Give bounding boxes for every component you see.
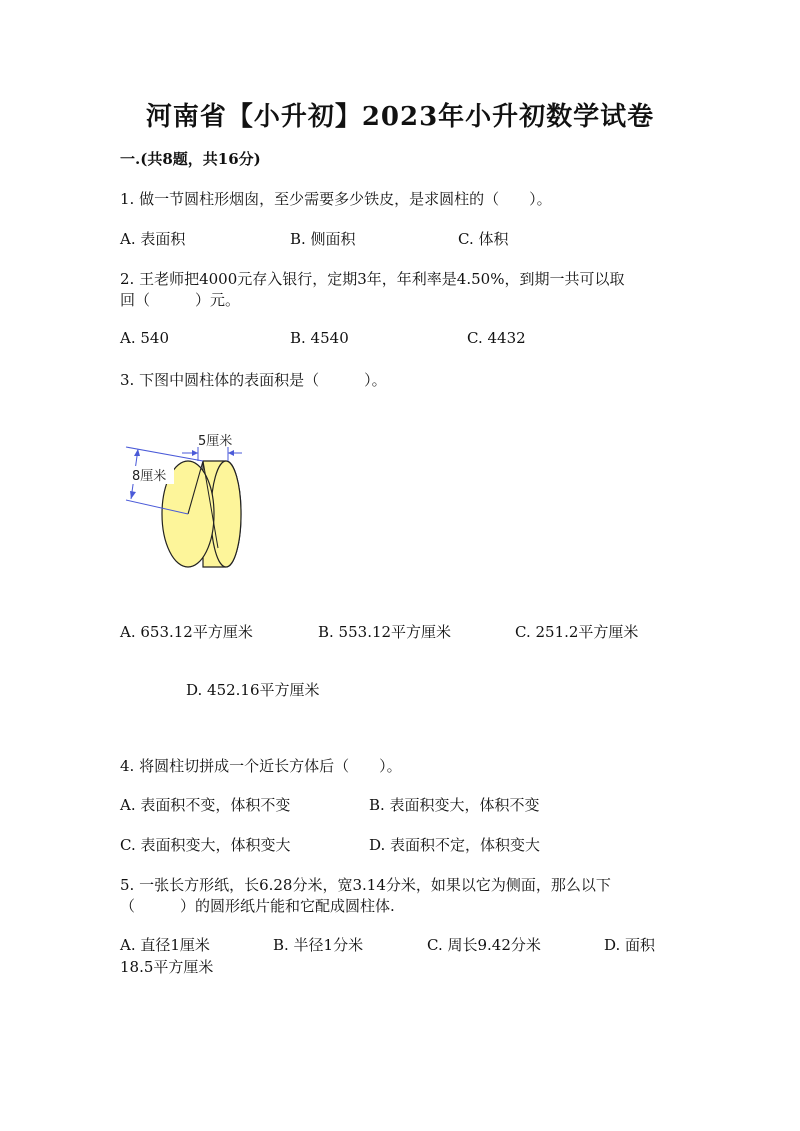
question-2-option-a: A. 540 — [120, 329, 169, 347]
question-2-option-c: C. 4432 — [467, 329, 526, 347]
question-5-option-a: A. 直径1厘米 — [120, 936, 210, 954]
cylinder-back-face — [211, 461, 241, 567]
top-arrowhead-left — [192, 450, 198, 456]
top-arrowhead-right — [228, 450, 234, 456]
radius-arrowhead-bottom — [130, 491, 136, 499]
question-1-option-a: A. 表面积 — [120, 230, 186, 248]
question-1-option-c: C. 体积 — [458, 230, 509, 248]
question-4-option-b: B. 表面积变大，体积不变 — [369, 796, 540, 814]
question-4-text: 4. 将圆柱切拼成一个近长方体后（ ）。 — [120, 757, 402, 775]
question-4-option-a: A. 表面积不变，体积不变 — [120, 796, 291, 814]
section-heading: 一.(共8题，共16分) — [120, 150, 261, 168]
question-5-text-line1: 5. 一张长方形纸，长6.28分米，宽3.14分米，如果以它为侧面，那么以下 — [120, 876, 611, 894]
radius-dimension-label: 8厘米 — [132, 469, 167, 484]
question-2-option-b: B. 4540 — [290, 329, 349, 347]
question-3-option-b: B. 553.12平方厘米 — [318, 623, 452, 641]
question-1-option-b: B. 侧面积 — [290, 230, 356, 248]
question-2-text-line2: 回（ ）元。 — [120, 291, 241, 309]
question-3-option-d: D. 452.16平方厘米 — [186, 681, 320, 699]
question-5-option-d: D. 面积 — [604, 936, 656, 954]
question-5-option-b: B. 半径1分米 — [273, 936, 364, 954]
page-title: 河南省【小升初】2023年小升初数学试卷 — [145, 102, 655, 132]
question-1-text: 1. 做一节圆柱形烟囱，至少需要多少铁皮，是求圆柱的（ ）。 — [120, 190, 552, 208]
question-5-option-d-continued: 18.5平方厘米 — [120, 958, 214, 976]
question-5-text-line2: （ ）的圆形纸片能和它配成圆柱体. — [120, 897, 395, 915]
question-4-option-d: D. 表面积不定，体积变大 — [369, 836, 541, 854]
question-3-option-a: A. 653.12平方厘米 — [120, 623, 253, 641]
question-3-option-c: C. 251.2平方厘米 — [515, 623, 639, 641]
question-4-option-c: C. 表面积变大，体积变大 — [120, 836, 291, 854]
question-2-text-line1: 2. 王老师把4000元存入银行，定期3年，年利率是4.50%，到期一共可以取 — [120, 270, 625, 288]
question-3-text: 3. 下图中圆柱体的表面积是（ ）。 — [120, 371, 387, 389]
top-dimension-label: 5厘米 — [198, 434, 233, 449]
question-5-option-c: C. 周长9.42分米 — [427, 936, 541, 954]
cylinder-figure — [118, 425, 253, 575]
radius-arrowhead-top — [134, 449, 140, 456]
